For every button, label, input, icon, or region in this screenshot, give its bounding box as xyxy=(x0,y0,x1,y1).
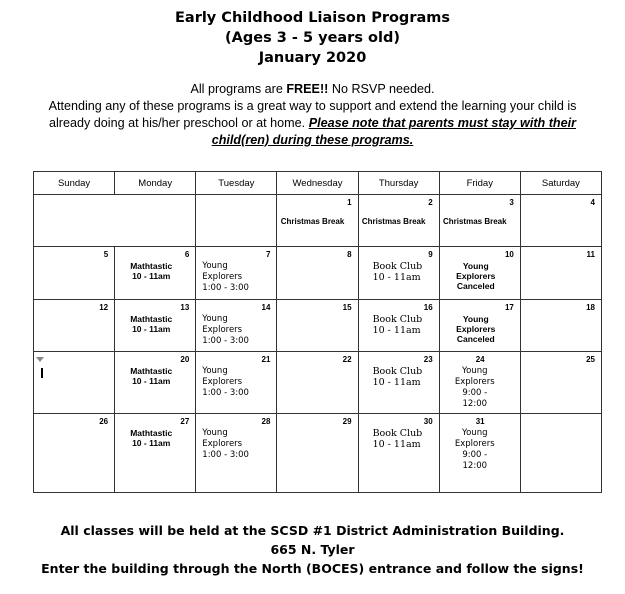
event-line: Explorers xyxy=(454,439,495,450)
title-line-2: (Ages 3 - 5 years old) xyxy=(225,30,400,46)
event-line: Book Club xyxy=(372,261,423,273)
day-number: 11 xyxy=(586,250,595,260)
event-line: 9:00 - xyxy=(462,388,488,399)
calendar-week-row xyxy=(34,247,602,299)
calendar-cell-empty xyxy=(520,414,601,493)
day-number: 18 xyxy=(586,302,595,312)
day-number: 25 xyxy=(586,355,595,365)
day-number: 21 xyxy=(261,355,271,365)
event-line: 1:00 - 3:00 xyxy=(202,335,249,346)
day-number: 12 xyxy=(99,302,109,312)
day-number: 27 xyxy=(180,417,190,427)
event-line: Young xyxy=(202,366,228,377)
dropdown-marker-icon[interactable] xyxy=(34,357,46,367)
event-mathtastic xyxy=(121,261,181,281)
event-young-explorers-canceled xyxy=(446,261,506,291)
title-line-1: Early Childhood Liaison Programs xyxy=(175,10,450,26)
day-number: 16 xyxy=(423,302,433,312)
event-line: 10 - 11am xyxy=(132,323,171,334)
event-line: 10 - 11am xyxy=(372,377,421,389)
event-mathtastic xyxy=(121,314,181,334)
event-line: Young xyxy=(202,313,228,324)
calendar-cell xyxy=(358,247,439,299)
event-line: Explorers xyxy=(202,439,243,450)
event-line: Young Explorers xyxy=(456,261,496,282)
event-book-club xyxy=(373,314,423,336)
event-line: Mathtastic xyxy=(130,366,173,377)
event-young-explorers xyxy=(440,428,510,472)
event-young-explorers xyxy=(440,366,510,410)
day-number: 4 xyxy=(590,198,595,208)
calendar-cell xyxy=(520,352,601,414)
event-line: 10 - 11am xyxy=(372,324,421,336)
intro-p1-suffix: No RSVP needed. xyxy=(328,82,435,96)
event-line: 10 - 11am xyxy=(132,438,171,449)
day-number: 15 xyxy=(342,302,352,312)
weekday-tuesday: Tuesday xyxy=(196,172,277,195)
event-young-explorers xyxy=(202,261,249,294)
event-christmas-break: Christmas Break xyxy=(361,217,426,227)
event-line: Mathtastic xyxy=(130,313,173,324)
event-line: Young Explorers xyxy=(456,313,496,334)
calendar-week-row xyxy=(34,414,602,493)
weekday-sunday: Sunday xyxy=(34,172,115,195)
event-mathtastic xyxy=(121,366,181,386)
calendar-cell[interactable] xyxy=(34,352,115,414)
calendar-cell xyxy=(358,299,439,351)
event-line: 1:00 - 3:00 xyxy=(202,450,249,461)
event-line: 10 - 11am xyxy=(132,271,171,282)
weekday-friday: Friday xyxy=(439,172,520,195)
day-number: 2 xyxy=(428,198,433,208)
calendar-cell xyxy=(196,352,277,414)
event-young-explorers-canceled xyxy=(446,314,506,344)
calendar-cell xyxy=(439,352,520,414)
calendar-cell xyxy=(196,299,277,351)
calendar-cell xyxy=(358,414,439,493)
title-line-3: January 2020 xyxy=(258,50,367,66)
day-number: 5 xyxy=(103,250,109,260)
event-line: Book Club xyxy=(372,313,423,325)
event-book-club xyxy=(373,428,423,450)
calendar-cell xyxy=(358,195,439,247)
calendar-cell xyxy=(115,299,196,351)
event-line: Canceled xyxy=(456,333,495,344)
day-number: 10 xyxy=(504,250,514,260)
day-number: 23 xyxy=(423,355,433,365)
calendar-cell xyxy=(520,299,601,351)
event-line: Young xyxy=(462,366,488,377)
weekday-wednesday: Wednesday xyxy=(277,172,358,195)
calendar-cell xyxy=(277,195,358,247)
weekday-header-row xyxy=(34,172,602,195)
footer-line-2: 665 N. Tyler xyxy=(270,542,355,557)
event-young-explorers xyxy=(202,428,249,461)
calendar-cell xyxy=(520,247,601,299)
weekday-monday: Monday xyxy=(115,172,196,195)
event-line: Explorers xyxy=(454,377,495,388)
calendar-week-row xyxy=(34,195,602,247)
intro-free: FREE!! xyxy=(286,82,329,96)
event-line: Mathtastic xyxy=(130,261,173,272)
event-line: Book Club xyxy=(372,428,423,440)
calendar-cell xyxy=(439,414,520,493)
event-line: Young xyxy=(202,261,228,272)
event-line: Young xyxy=(462,428,488,439)
day-number: 29 xyxy=(342,417,352,427)
calendar-cell-empty xyxy=(34,195,196,247)
day-number: 22 xyxy=(342,355,352,365)
event-book-club xyxy=(373,366,423,388)
event-line: 10 - 11am xyxy=(132,376,171,387)
calendar-cell xyxy=(277,247,358,299)
event-line: 1:00 - 3:00 xyxy=(202,283,249,294)
day-number: 26 xyxy=(99,417,109,427)
day-number: 1 xyxy=(347,198,352,208)
footer-line-3: Enter the building through the North (BOCES) entrance and follow the signs! xyxy=(41,561,584,576)
event-line: 12:00 xyxy=(462,399,488,410)
calendar-cell xyxy=(520,195,601,247)
calendar-week-row xyxy=(34,352,602,414)
event-line: 10 - 11am xyxy=(372,439,421,451)
calendar-cell xyxy=(115,352,196,414)
calendar-cell xyxy=(34,414,115,493)
day-number: 20 xyxy=(180,355,190,365)
calendar-cell xyxy=(439,195,520,247)
day-number: 17 xyxy=(504,302,514,312)
event-book-club xyxy=(373,261,423,283)
day-number: 28 xyxy=(261,417,271,427)
event-line: Mathtastic xyxy=(130,428,173,439)
day-number: 3 xyxy=(509,198,514,208)
day-number: 9 xyxy=(428,250,433,260)
event-line: Explorers xyxy=(202,272,243,283)
event-line: Book Club xyxy=(372,366,423,378)
calendar-cell xyxy=(439,299,520,351)
calendar-cell xyxy=(34,247,115,299)
event-christmas-break: Christmas Break xyxy=(442,217,507,227)
day-number: 14 xyxy=(261,302,271,312)
intro-note: Please note that parents must stay with their child(ren) during these programs. xyxy=(211,116,577,147)
day-number: 6 xyxy=(184,250,190,260)
event-line: 1:00 - 3:00 xyxy=(202,388,249,399)
intro-text xyxy=(40,81,585,149)
calendar-cell xyxy=(439,247,520,299)
weekday-thursday: Thursday xyxy=(358,172,439,195)
event-young-explorers xyxy=(202,366,249,399)
event-line: Canceled xyxy=(456,281,495,292)
day-number: 30 xyxy=(423,417,433,427)
calendar-cell xyxy=(115,414,196,493)
weekday-saturday: Saturday xyxy=(520,172,601,195)
calendar-cell xyxy=(277,352,358,414)
calendar-table xyxy=(33,171,602,493)
event-mathtastic xyxy=(121,428,181,448)
event-christmas-break: Christmas Break xyxy=(280,217,345,227)
event-line: 12:00 xyxy=(462,461,488,472)
calendar-cell xyxy=(358,352,439,414)
day-number: 31 xyxy=(475,417,485,427)
intro-p1-prefix: All programs are xyxy=(190,82,287,96)
calendar-cell xyxy=(196,414,277,493)
event-line: 9:00 - xyxy=(462,450,488,461)
calendar-cell xyxy=(277,414,358,493)
day-number: 13 xyxy=(180,302,190,312)
footer-line-1: All classes will be held at the SCSD #1 District Administration Building. xyxy=(60,523,565,538)
day-number: 8 xyxy=(347,250,352,260)
event-young-explorers xyxy=(202,314,249,347)
calendar-cell xyxy=(34,299,115,351)
calendar-cell xyxy=(196,247,277,299)
calendar-cell xyxy=(277,299,358,351)
calendar-week-row xyxy=(34,299,602,351)
calendar-cell xyxy=(115,247,196,299)
event-line: Young xyxy=(202,428,228,439)
day-number: 24 xyxy=(475,355,485,365)
intro-p2: Attending any of these programs is a great way to support and extend the learning your child is already doing at his/her preschool or at home. xyxy=(48,99,577,130)
event-line: Explorers xyxy=(202,324,243,335)
event-line: Explorers xyxy=(202,377,243,388)
day-number: 7 xyxy=(265,250,271,260)
calendar-cell-empty xyxy=(196,195,277,247)
event-line: 10 - 11am xyxy=(372,272,421,284)
